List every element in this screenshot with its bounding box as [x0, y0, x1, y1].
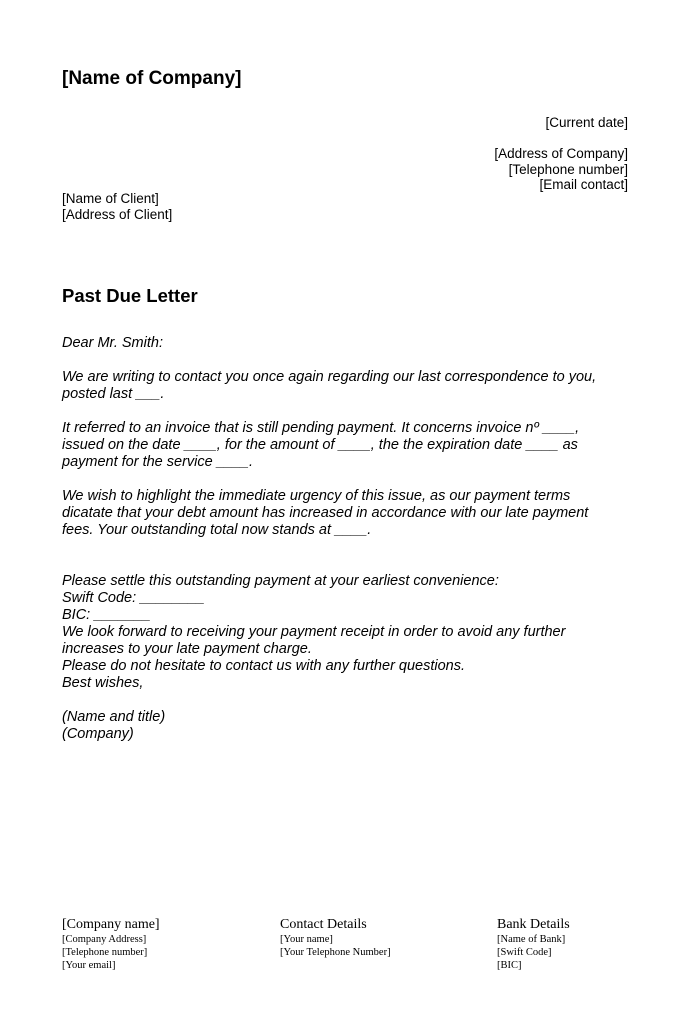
signature-name: (Name and title) — [62, 709, 166, 725]
signature-company: (Company) — [62, 726, 134, 742]
paragraph-4-line-1: Please settle this outstanding payment at your earliest convenience: — [62, 573, 499, 589]
footer-bank — [497, 917, 570, 972]
swift-code: Swift Code: ________ — [62, 590, 205, 606]
footer-contact-telephone: [Your Telephone Number] — [280, 947, 391, 958]
paragraph-2-line-3: payment for the service ____. — [62, 454, 254, 470]
salutation: Dear Mr. Smith: — [62, 335, 163, 351]
client-block — [62, 191, 172, 222]
paragraph-3-line-3: fees. Your outstanding total now stands at ____. — [62, 522, 372, 538]
footer-company-name: [Company name] — [62, 917, 160, 932]
footer-bank-bic: [BIC] — [497, 960, 522, 971]
footer-company-telephone: [Telephone number] — [62, 947, 148, 958]
bic: BIC: _______ — [62, 607, 151, 623]
footer-company — [62, 917, 160, 972]
paragraph-4-line-4: We look forward to receiving your payment receipt in order to avoid any further — [62, 624, 566, 640]
company-name: [Name of Company] — [62, 68, 242, 89]
footer-contact-heading: Contact Details — [280, 917, 367, 932]
paragraph-4-line-6: Please do not hesitate to contact us with any further questions. — [62, 658, 466, 674]
paragraph-3-line-1: We wish to highlight the immediate urgency of this issue, as our payment terms — [62, 488, 571, 504]
paragraph-3-line-2: dicatate that your debt amount has increased in accordance with our late payment — [62, 505, 589, 521]
footer-bank-heading: Bank Details — [497, 917, 570, 932]
closing: Best wishes, — [62, 675, 144, 691]
footer-contact — [280, 917, 391, 959]
company-contact-block — [494, 146, 628, 193]
current-date: [Current date] — [545, 115, 628, 130]
company-address: [Address of Company] — [494, 146, 628, 161]
client-name: [Name of Client] — [62, 191, 159, 206]
letter-body — [62, 335, 624, 743]
footer-contact-name: [Your name] — [280, 934, 333, 945]
footer-bank-swift: [Swift Code] — [497, 947, 552, 958]
company-email: [Email contact] — [539, 177, 628, 192]
letter-title: Past Due Letter — [62, 285, 198, 306]
footer-company-email: [Your email] — [62, 960, 116, 971]
company-telephone: [Telephone number] — [508, 161, 628, 177]
client-address: [Address of Client] — [62, 206, 173, 222]
footer-company-address: [Company Address] — [62, 934, 147, 945]
paragraph-4-line-5: increases to your late payment charge. — [62, 641, 312, 657]
paragraph-2-line-1: It referred to an invoice that is still pending payment. It concerns invoice nº ____, — [62, 420, 580, 436]
paragraph-1-line-2: posted last ___. — [62, 386, 165, 402]
footer-bank-name: [Name of Bank] — [497, 934, 566, 945]
paragraph-1-line-1: We are writing to contact you once again regarding our last correspondence to you, — [62, 369, 597, 385]
paragraph-2-line-2: issued on the date ____, for the amount of ____, the the expiration date ____ as — [62, 437, 578, 453]
